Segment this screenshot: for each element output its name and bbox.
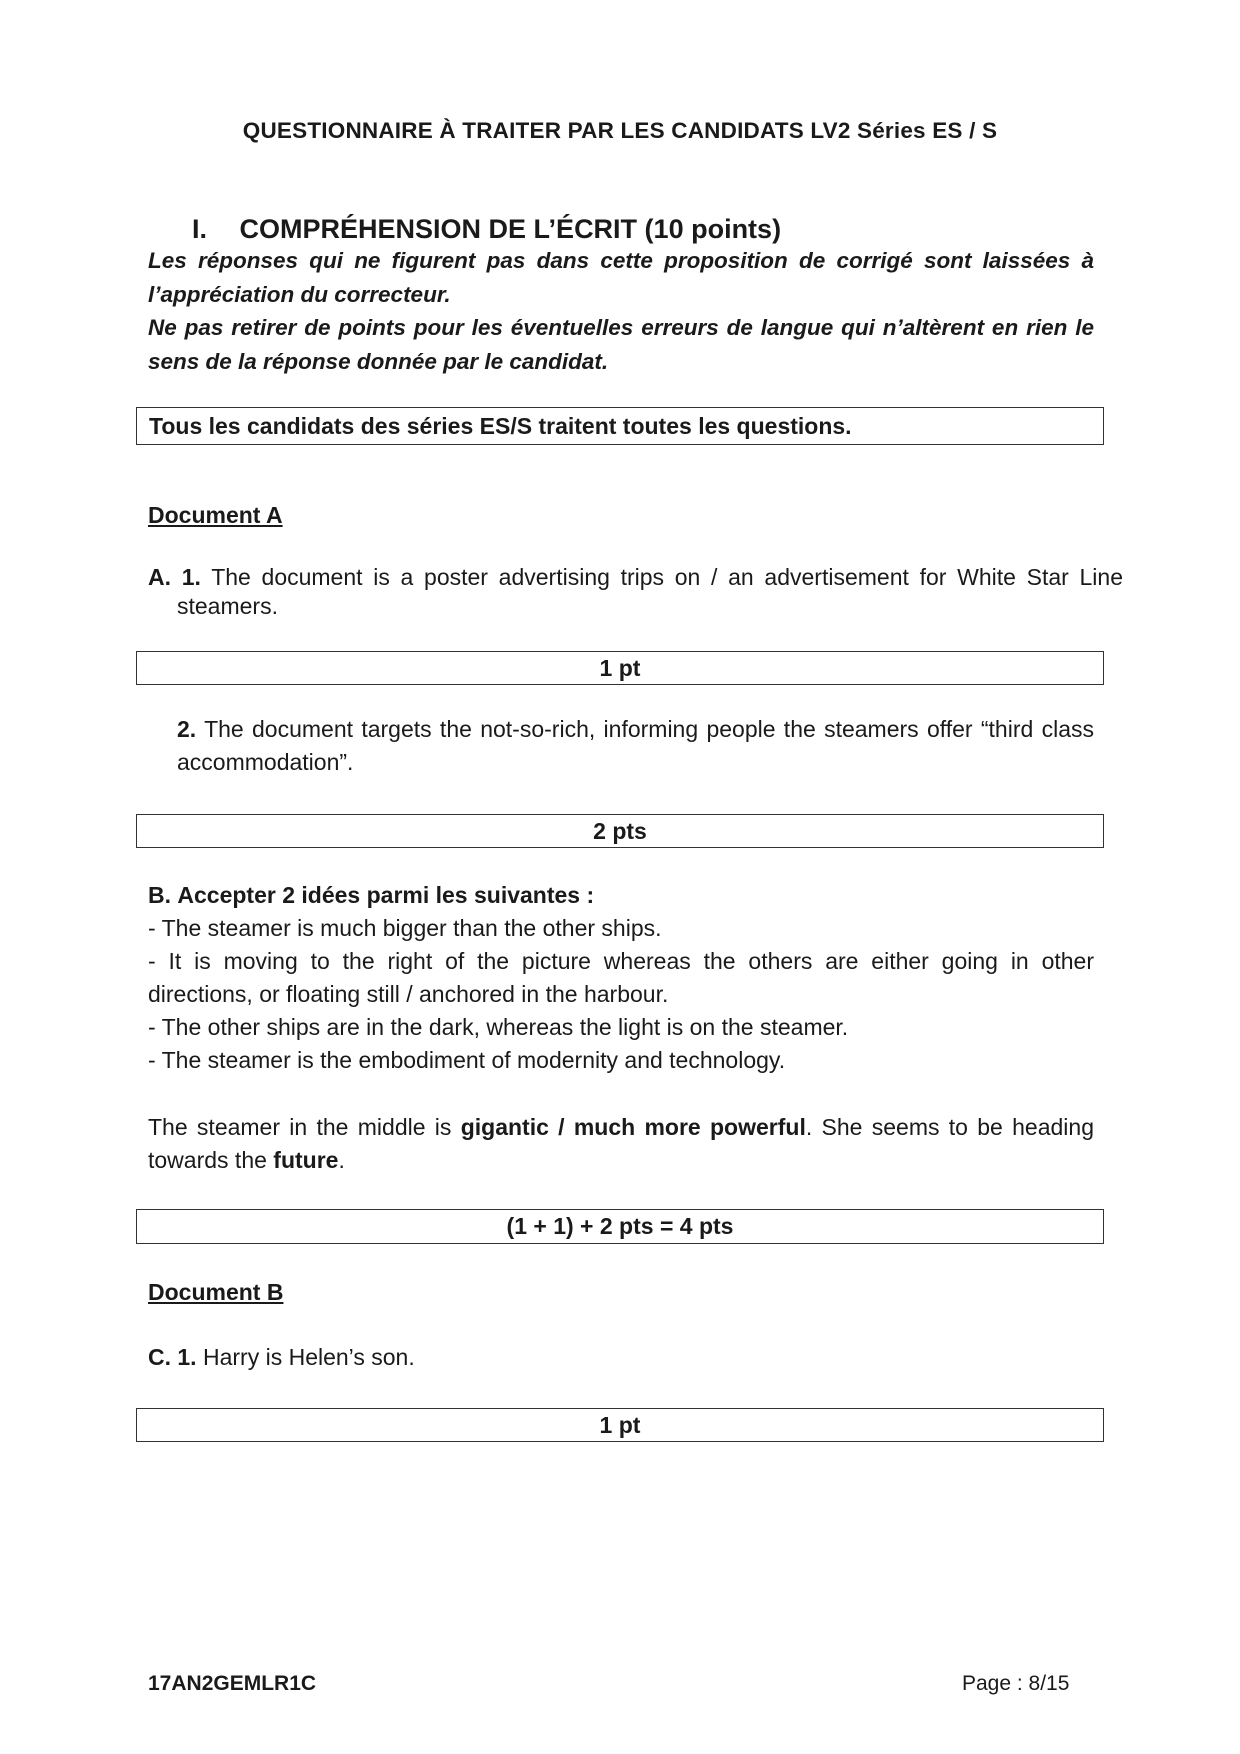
points-c1: 1 pt [599,1412,641,1438]
answer-c1 [148,1341,1094,1374]
footer-code: 17AN2GEMLR1C [148,1672,317,1695]
question-b-conclusion [148,1111,1094,1177]
answer-c1-label: C. 1. [148,1344,197,1370]
points-b: (1 + 1) + 2 pts = 4 pts [506,1213,734,1239]
idea-item: - The steamer is the embodiment of modernity and technology. [148,1047,786,1073]
answer-c1-text: Harry is Helen’s son. [202,1344,415,1370]
answer-a1-text: The document is a poster advertising trips on / an advertisement for White Star Line steamers. [177,564,1123,619]
answer-a2-label: 2. [177,716,197,742]
answer-a1-label: A. 1. [148,564,201,590]
document-b-heading: Document B [148,1279,284,1305]
conclusion-text: . [338,1147,345,1173]
points-box-c1 [136,1408,1104,1442]
idea-item: - It is moving to the right of the picture whereas the others are either going in other directions, or floating still / anchored in the harbour. [148,948,1094,1007]
conclusion-bold: future [273,1147,339,1173]
question-b [148,879,1094,1077]
idea-item: - The other ships are in the dark, whereas the light is on the steamer. [148,1014,849,1040]
idea-item: - The steamer is much bigger than the other ships. [148,915,662,941]
grader-note-1: Les réponses qui ne figurent pas dans cette proposition de corrigé sont laissées à l’appréciation du correcteur. [148,248,1094,307]
points-a2: 2 pts [593,818,647,844]
section-number: I. [192,214,208,244]
question-b-label: B. [148,882,171,908]
question-b-intro-text: Accepter 2 idées parmi les suivantes : [177,882,595,908]
conclusion-text: . She seems to be heading towards the [148,1114,1094,1173]
answer-a1 [148,563,1123,621]
conclusion-text: The steamer in the middle is [148,1114,461,1140]
instruction-box [136,407,1104,445]
points-a1: 1 pt [599,655,641,681]
conclusion-bold: gigantic / much more powerful [460,1114,806,1140]
footer-page-number: Page : 8/15 [962,1672,1070,1695]
points-box-b [136,1209,1104,1244]
answer-a2-text: The document targets the not-so-rich, informing people the steamers offer “third class accommodation”. [177,716,1094,775]
page-header-title: QUESTIONNAIRE À TRAITER PAR LES CANDIDATS LV2 Séries ES / S [242,118,998,143]
document-a-heading: Document A [148,502,283,528]
grader-note-2: Ne pas retirer de points pour les éventuelles erreurs de langue qui n’altèrent en rien le sens de la réponse donnée par le candidat. [148,315,1094,374]
question-b-intro [148,879,1094,912]
section-title-text: COMPRÉHENSION DE L’ÉCRIT (10 points) [239,214,782,244]
section-title [192,214,781,245]
instruction-text: Tous les candidats des séries ES/S traitent toutes les questions. [149,413,852,439]
answer-a2 [177,713,1094,779]
points-box-a2 [136,814,1104,848]
points-box-a1 [136,651,1104,685]
